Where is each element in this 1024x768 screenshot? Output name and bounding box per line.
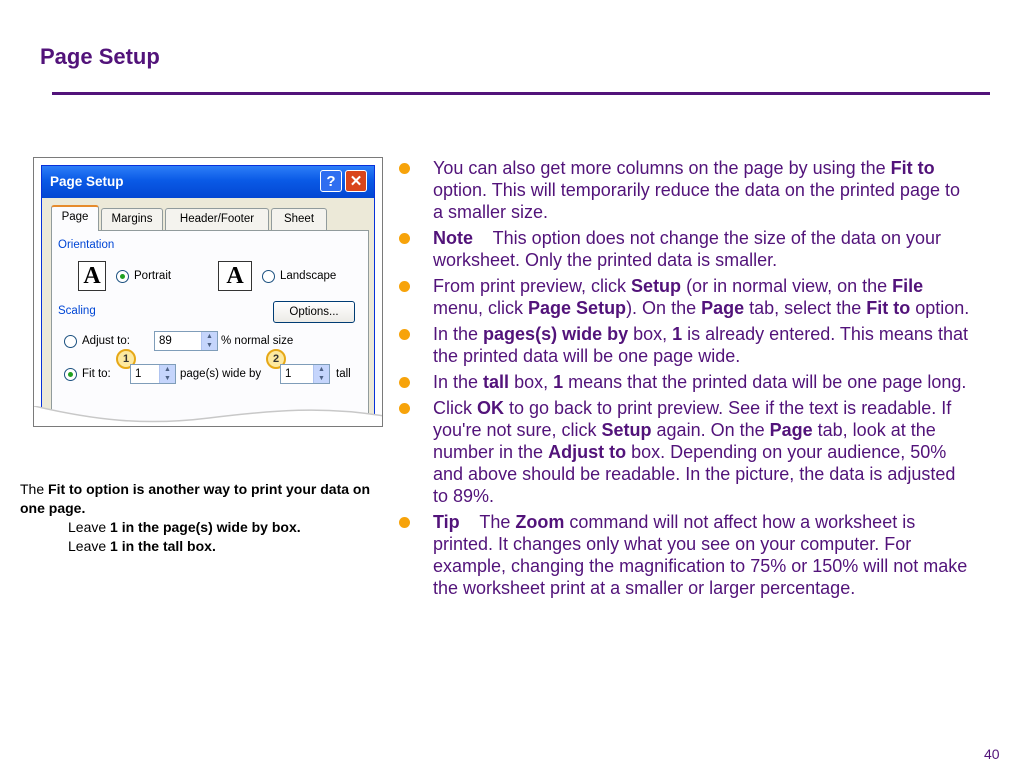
bullet-bold-text: Zoom xyxy=(515,512,565,532)
bullet-item xyxy=(397,323,972,367)
caption-bold: 1 in the page(s) wide by box. xyxy=(110,519,301,535)
bullet-text: is already entered. This means that the printed data will be one page wide. xyxy=(433,324,973,366)
torn-edge-graphic xyxy=(34,406,383,427)
dialog-title: Page Setup xyxy=(50,174,124,189)
bullet-bold-text: 1 xyxy=(553,372,564,392)
options-button[interactable]: Options... xyxy=(273,301,355,323)
orientation-group-label: Orientation xyxy=(58,239,115,251)
caption-bold: Fit to option is another way to print your data on one page. xyxy=(20,481,371,516)
bullet-bold-text: OK xyxy=(477,398,504,418)
bullet-item xyxy=(397,511,972,599)
close-icon[interactable]: ✕ xyxy=(345,170,367,192)
adjust-to-label[interactable]: Adjust to: xyxy=(82,335,130,347)
caption-plain: The xyxy=(20,481,49,497)
bullet-bold-text: File xyxy=(892,276,924,296)
caption-bold: 1 in the tall box. xyxy=(110,538,216,554)
caption-line-3 xyxy=(20,537,380,556)
bullet-bold-text: Page xyxy=(769,420,813,440)
portrait-radio[interactable] xyxy=(116,270,129,283)
bullet-text: to go back to print preview. See if the text is readable. If you're not sure, click xyxy=(433,398,957,440)
bullet-bold-text: Note xyxy=(433,228,473,248)
bullet-item xyxy=(397,397,972,507)
fit-tall-spinner[interactable] xyxy=(280,364,330,384)
bullet-item xyxy=(397,157,972,223)
bullet-bold-text: 1 xyxy=(672,324,683,344)
adjust-to-suffix: % normal size xyxy=(221,335,294,347)
bullet-text: You can also get more columns on the page by using the xyxy=(433,158,891,178)
page-number: 40 xyxy=(984,746,1000,762)
fit-to-label[interactable]: Fit to: xyxy=(82,368,111,380)
title-divider xyxy=(52,92,990,95)
bullet-dot-icon xyxy=(399,517,410,528)
bullet-bold-text: Fit to xyxy=(866,298,911,318)
slide-title: Page Setup xyxy=(40,44,160,69)
bullet-item xyxy=(397,227,972,271)
spinner-arrows-icon[interactable]: ▲ ▼ xyxy=(159,365,175,383)
bullet-item xyxy=(397,371,972,393)
portrait-label[interactable]: Portrait xyxy=(134,270,172,282)
bullet-text: tab, look at the number in the xyxy=(433,420,941,462)
bullet-text: box. Depending on your audience, 50% and above should be readable. In the picture, the data is adjusted to 89%. xyxy=(433,442,961,506)
bullet-bold-text: Page Setup xyxy=(528,298,627,318)
spinner-arrows-icon[interactable]: ▲ ▼ xyxy=(201,332,217,350)
adjust-to-value[interactable]: 89 xyxy=(159,335,172,347)
callout-badge-1: 1 xyxy=(116,349,136,369)
bullet-dot-icon xyxy=(399,233,410,244)
callout-badge-2: 2 xyxy=(266,349,286,369)
bullet-text: (or in normal view, on the xyxy=(681,276,893,296)
bullet-bold-text: Page xyxy=(701,298,745,318)
bullet-bold-text: Setup xyxy=(601,420,652,440)
bullet-bold-text: Tip xyxy=(433,512,460,532)
bullet-dot-icon xyxy=(399,281,410,292)
bullet-text: option. This will temporarily reduce the data on the printed page to a smaller size. xyxy=(433,158,965,222)
bullet-text: The xyxy=(459,512,516,532)
screenshot-caption xyxy=(20,480,380,556)
tab-sheet[interactable]: Sheet xyxy=(271,208,327,230)
tab-header-footer[interactable]: Header/Footer xyxy=(165,208,269,230)
portrait-page-icon: A xyxy=(78,261,106,291)
bullet-item xyxy=(397,275,972,319)
fit-tall-value[interactable]: 1 xyxy=(285,368,292,380)
bullet-text: This option does not change the size of the data on your worksheet. Only the printed data is smaller. xyxy=(433,228,946,270)
help-icon[interactable]: ? xyxy=(320,170,342,192)
bullet-text: In the xyxy=(433,324,484,344)
bullet-text: ). On the xyxy=(626,298,702,318)
bullet-text: means that the printed data will be one page long. xyxy=(563,372,967,392)
bullet-dot-icon xyxy=(399,163,410,174)
bullet-list xyxy=(397,157,972,603)
caption-line-1 xyxy=(20,480,380,518)
caption-plain: Leave xyxy=(68,519,111,535)
bullet-dot-icon xyxy=(399,377,410,388)
fit-wide-spinner[interactable] xyxy=(130,364,176,384)
dialog-screenshot xyxy=(33,157,383,427)
tab-margins[interactable]: Margins xyxy=(101,208,163,230)
landscape-page-icon: A xyxy=(218,261,252,291)
fit-wide-suffix: page(s) wide by xyxy=(180,368,262,380)
bullet-dot-icon xyxy=(399,329,410,340)
bullet-text: again. On the xyxy=(651,420,770,440)
page-tab-panel xyxy=(51,230,369,427)
bullet-text: In the xyxy=(433,372,484,392)
bullet-text: Click xyxy=(433,398,477,418)
bullet-text: box, xyxy=(628,324,673,344)
bullet-bold-text: pages(s) wide by xyxy=(483,324,629,344)
bullet-text: option. xyxy=(910,298,970,318)
bullet-text: tab, select the xyxy=(744,298,867,318)
spinner-arrows-icon[interactable]: ▲ ▼ xyxy=(313,365,329,383)
fit-to-radio[interactable] xyxy=(64,368,77,381)
adjust-to-spinner[interactable] xyxy=(154,331,218,351)
dialog-titlebar xyxy=(42,166,374,198)
caption-line-2 xyxy=(20,518,380,537)
bullet-text: command will not affect how a worksheet is printed. It changes only what you see on your computer. For example, changing the magnification to 75% or 150% will not make the worksheet print at a smaller or larger percentage. xyxy=(433,512,973,598)
bullet-bold-text: Setup xyxy=(631,276,682,296)
bullet-dot-icon xyxy=(399,403,410,414)
adjust-to-radio[interactable] xyxy=(64,335,77,348)
bullet-bold-text: Fit to xyxy=(890,158,935,178)
bullet-text: From print preview, click xyxy=(433,276,632,296)
fit-wide-value[interactable]: 1 xyxy=(135,368,142,380)
fit-tall-suffix: tall xyxy=(336,368,351,380)
scaling-group-label: Scaling xyxy=(58,305,96,317)
bullet-text: menu, click xyxy=(433,276,929,318)
bullet-bold-text: Adjust to xyxy=(548,442,627,462)
bullet-bold-text: tall xyxy=(483,372,510,392)
bullet-text: box, xyxy=(509,372,554,392)
caption-plain: Leave xyxy=(68,538,111,554)
page-setup-dialog xyxy=(41,165,375,427)
tab-page[interactable]: Page xyxy=(51,205,99,231)
landscape-label[interactable]: Landscape xyxy=(280,270,337,282)
landscape-radio[interactable] xyxy=(262,270,275,283)
